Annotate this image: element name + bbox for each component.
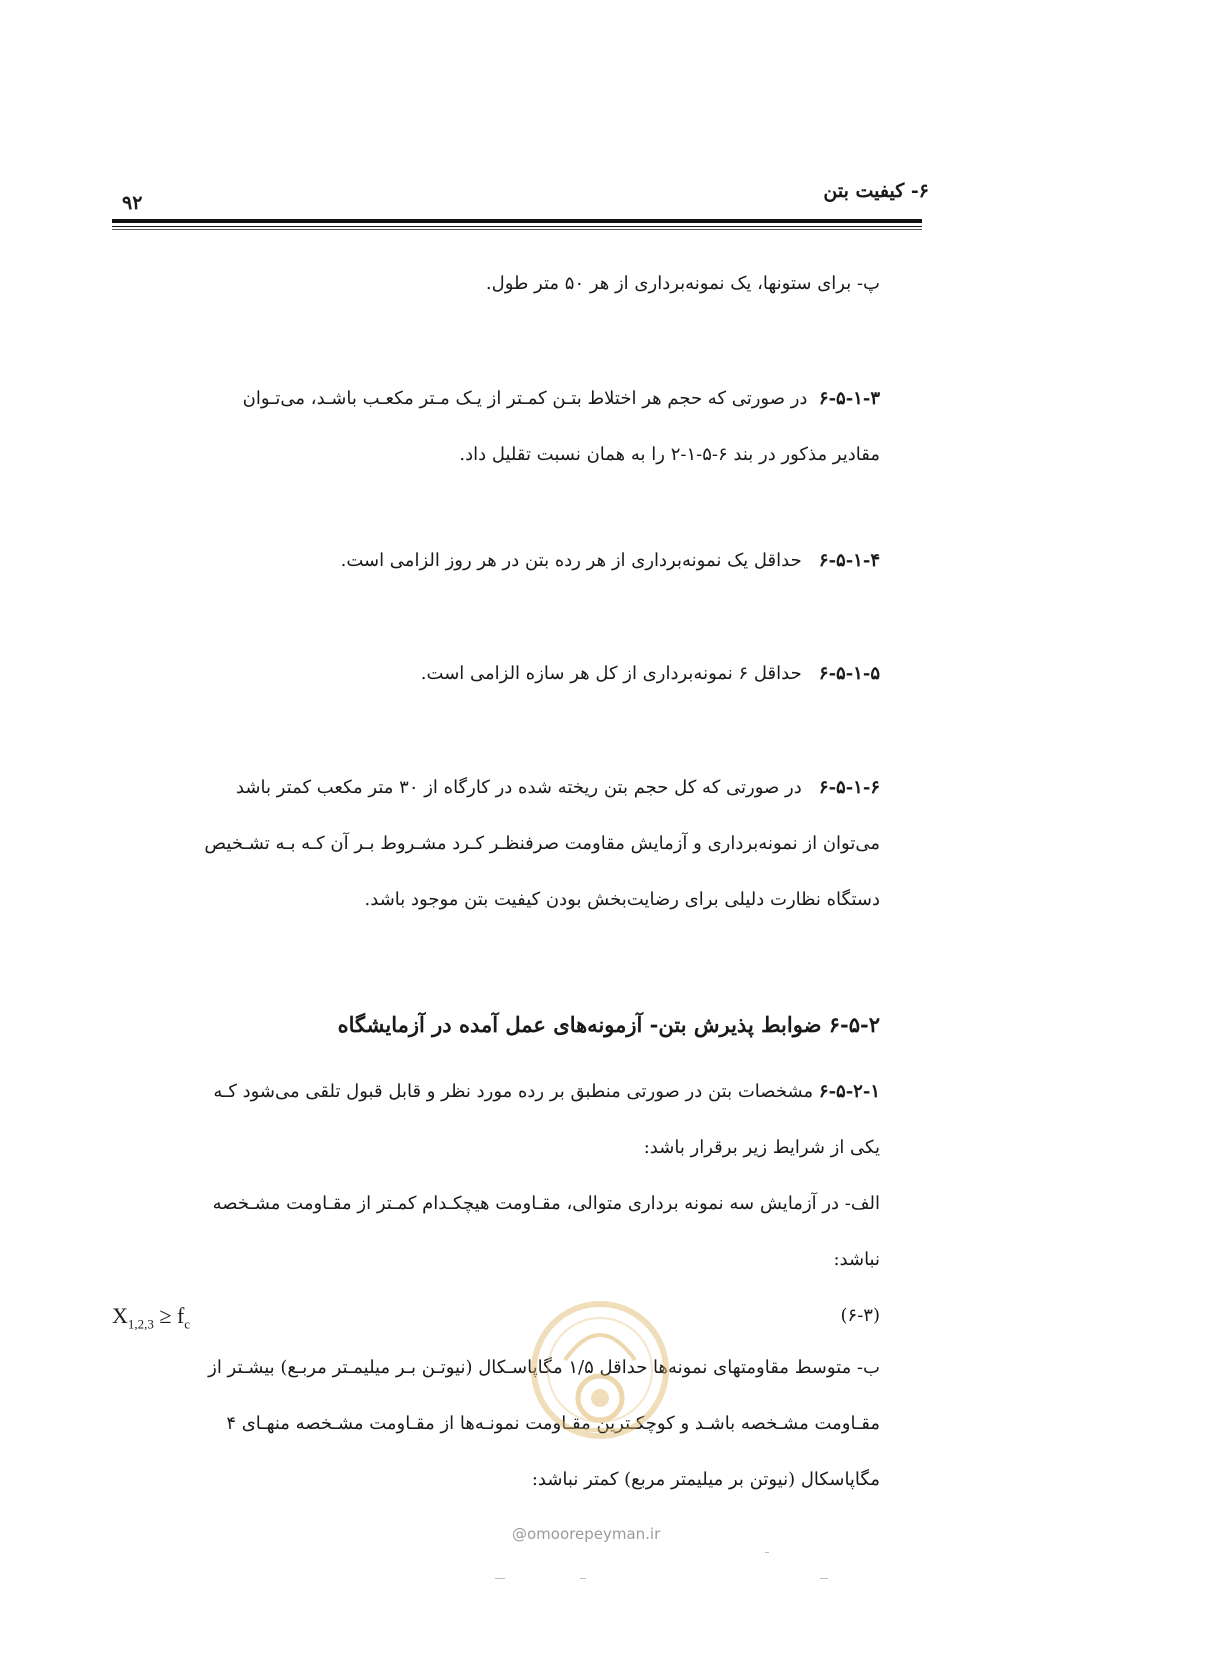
clause-6-5-1-6	[112, 760, 880, 928]
clause-6-5-1-5	[112, 646, 880, 702]
paragraph-line: ب- متوسط مقاومتهای نمونه‌ها حداقل ۱/۵ مگاپاسـکال (نیوتـن بـر میلیمـتر مربـع) بیشـتر از	[208, 1357, 880, 1378]
clause-line: الف- در آزمایش سه نمونه برداری متوالی، مقـاومت هیچکـدام کمـتر از مقـاومت مشـخصه	[212, 1193, 880, 1214]
clause-text: در صورتی که کل حجم بتن ریخته شده در کارگاه از ۳۰ متر مکعب کمتر باشد	[235, 777, 802, 798]
section-heading-6-5-2: ۶-۵-۲ ضوابط پذیرش بتن- آزمونه‌های عمل آمده در آزمایشگاه	[337, 1012, 880, 1037]
paragraph-line: پ- برای ستونها، یک نمونه‌برداری از هر ۵۰ متر طول.	[485, 273, 880, 294]
clause-line	[112, 371, 880, 427]
header-rule	[112, 219, 922, 223]
scan-artifact	[765, 1552, 769, 1553]
paragraph-be	[112, 1340, 880, 1508]
clause-text: حداقل ۶ نمونه‌برداری از کل هر سازه الزامی است.	[420, 663, 802, 684]
clause-line	[112, 1064, 880, 1120]
scan-artifact	[495, 1578, 505, 1579]
clause-6-5-1-4	[112, 533, 880, 589]
clause-text: مشخصات بتن در صورتی منطبق بر رده مورد نظر و قابل قبول تلقی می‌شود کـه	[213, 1081, 814, 1102]
clause-line: دستگاه نظارت دلیلی برای رضایت‌بخش بودن کیفیت بتن موجود باشد.	[364, 889, 880, 910]
clause-6-5-1-3	[112, 371, 880, 483]
formula-x123	[112, 1303, 190, 1332]
paragraph-columns	[112, 256, 880, 312]
clause-line	[112, 533, 880, 589]
clause-line	[112, 646, 880, 702]
clause-line: مقادیر مذکور در بند ۶-۵-۱-۲ را به همان نسبت تقلیل داد.	[459, 444, 880, 465]
header-rule-thin	[112, 226, 922, 227]
clause-number: ۶-۵-۱-۳	[818, 388, 880, 409]
scan-artifact	[580, 1578, 586, 1579]
watermark-site: @omoorepeyman.ir	[512, 1525, 661, 1543]
clause-line	[112, 760, 880, 816]
formula-variable: X	[112, 1303, 128, 1328]
formula-subscript-c: c	[184, 1316, 191, 1332]
clause-6-5-2-1	[112, 1064, 880, 1288]
formula-subscript: 1,2,3	[127, 1316, 154, 1332]
formula-operator: ≥ f	[153, 1303, 185, 1328]
clause-line: یکی از شرایط زیر برقرار باشد:	[643, 1137, 880, 1158]
clause-text: حداقل یک نمونه‌برداری از هر رده بتن در هر روز الزامی است.	[340, 550, 802, 571]
clause-text: در صورتی که حجم هر اختلاط بتـن کمـتر از یـک مـتر مکعـب باشـد، می‌تـوان	[242, 388, 808, 409]
clause-line: می‌توان از نمونه‌برداری و آزمایش مقاومت صرفنظـر کـرد مشـروط بـر آن کـه بـه تشـخیص	[204, 833, 880, 854]
clause-number: ۶-۵-۱-۵	[818, 663, 880, 684]
paragraph-line: مقـاومت مشـخصه باشـد و کوچکـترین مقـاومت نمونـه‌ها از مقـاومت مشـخصه منهـای ۴	[226, 1413, 880, 1434]
clause-number: ۶-۵-۱-۴	[818, 550, 880, 571]
paragraph-line: مگاپاسکال (نیوتن بر میلیمتر مربع) کمتر نباشد:	[531, 1469, 880, 1490]
scan-artifact	[820, 1578, 828, 1579]
clause-line: نباشد:	[833, 1249, 880, 1270]
watermark-seal-logo	[525, 1290, 675, 1460]
equation-number: (۶-۳)	[840, 1305, 880, 1326]
clause-number: ۶-۵-۱-۶	[818, 777, 880, 798]
header-rule-thin-2	[112, 229, 922, 230]
clause-number: ۶-۵-۲-۱	[818, 1081, 880, 1102]
page-number: ۹۲	[122, 192, 143, 214]
running-header-title: ۶- کیفیت بتن	[823, 180, 929, 202]
